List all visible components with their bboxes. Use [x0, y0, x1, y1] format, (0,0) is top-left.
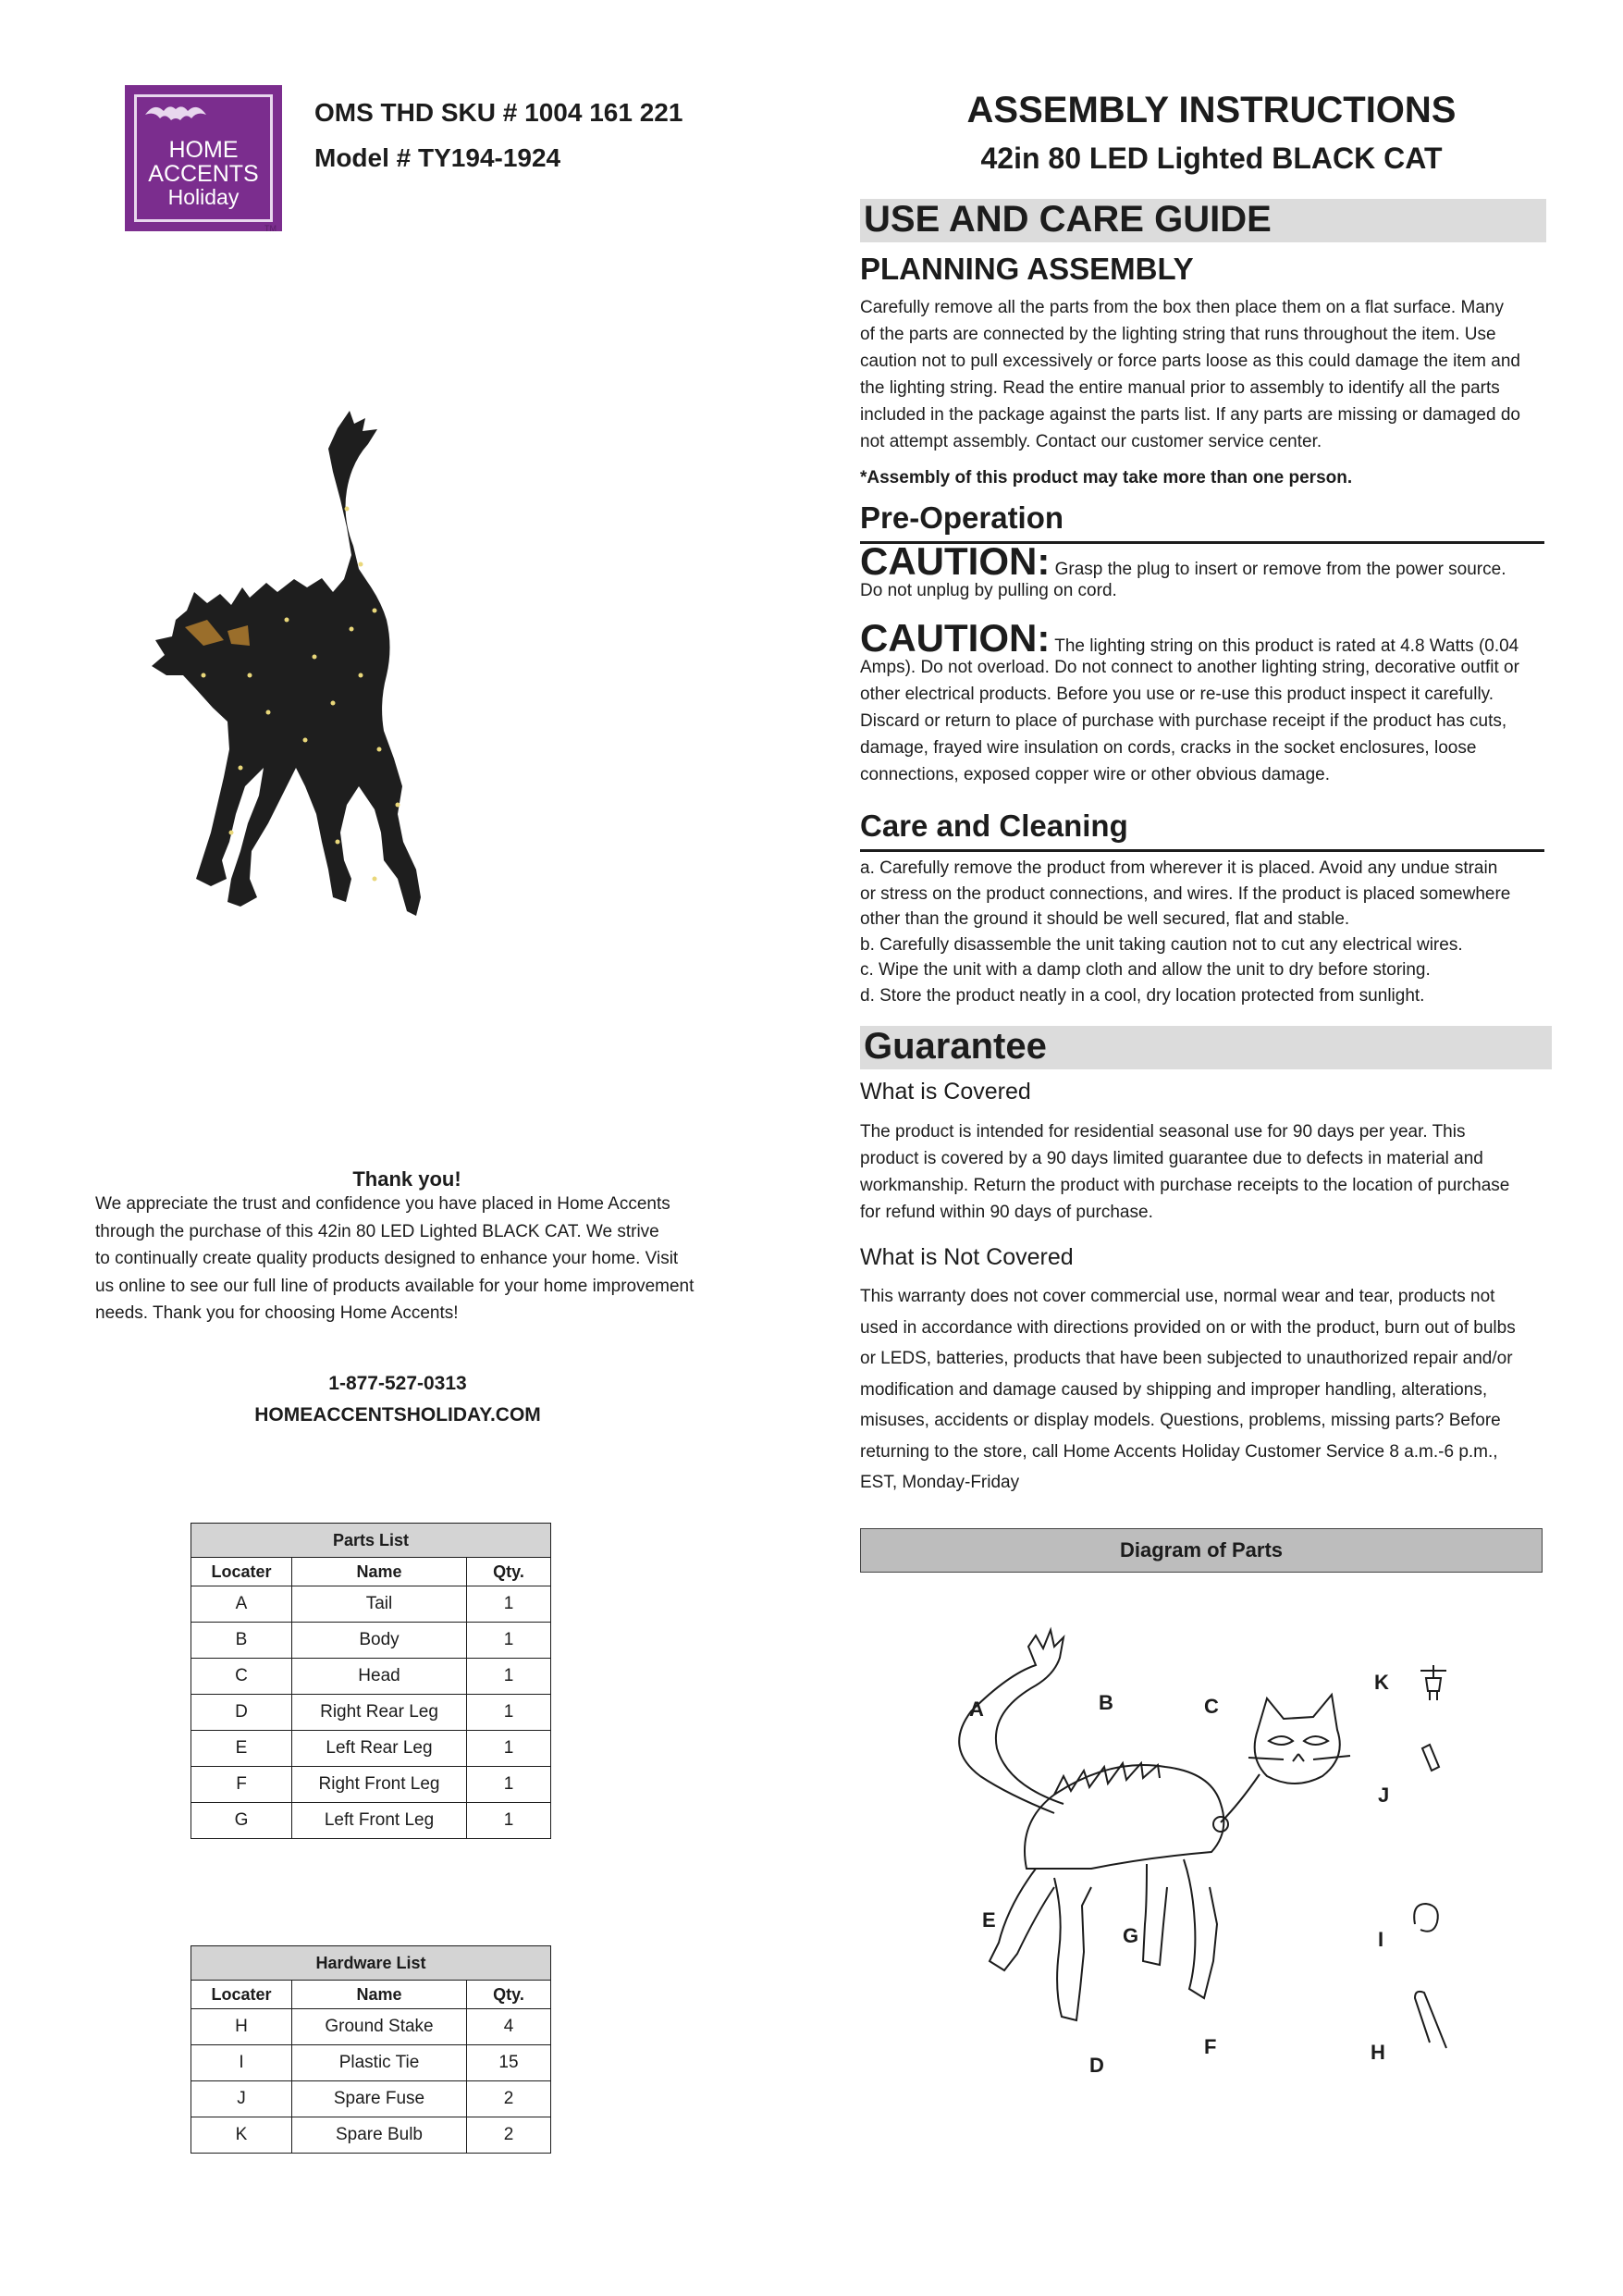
locater-cell: G [191, 1803, 292, 1839]
website-link: HOMEACCENTSHOLIDAY.COM [254, 1404, 541, 1426]
paragraph-line: Do not unplug by pulling on cord. [860, 581, 1117, 600]
diagram-label-i: I [1378, 1928, 1384, 1951]
paragraph-line: for refund within 90 days of purchase. [860, 1203, 1153, 1222]
diagram-label-f: F [1204, 2035, 1217, 2058]
paragraph-line: included in the package against the parts list. If any parts are missing or damaged do [860, 405, 1520, 425]
paragraph-line: not attempt assembly. Contact our customer service center. [860, 432, 1322, 451]
paragraph-line: product is covered by a 90 days limited guarantee due to defects in material and [860, 1149, 1483, 1168]
diagram-label-j: J [1378, 1784, 1390, 1807]
head-connector [1213, 1817, 1228, 1832]
paragraph-line: This warranty does not cover commercial use, normal wear and tear, products not [860, 1287, 1495, 1306]
paragraph-line: of the parts are connected by the lighting string that runs throughout the item. Use [860, 325, 1496, 344]
document-title: ASSEMBLY INSTRUCTIONS [966, 90, 1457, 130]
parts-diagram [916, 1610, 1507, 2128]
qty-cell: 1 [467, 1623, 551, 1659]
spare-bulb-icon [1420, 1665, 1446, 1700]
diagram-label-b: B [1099, 1691, 1113, 1714]
model-number: Model # TY194-1924 [314, 143, 561, 172]
guarantee-title: Guarantee [864, 1026, 1047, 1067]
qty-cell: 2 [467, 2081, 551, 2117]
caution-block-2 [860, 616, 1549, 788]
head-whiskers [1248, 1754, 1350, 1761]
paragraph-line: or LEDS, batteries, products that have been subjected to unauthorized repair and/or [860, 1349, 1513, 1368]
qty-cell: 2 [467, 2117, 551, 2154]
pre-operation-title: Pre-Operation [860, 500, 1064, 535]
caution-text: Grasp the plug to insert or remove from the power source. [1054, 560, 1506, 579]
table-row [191, 2045, 551, 2081]
left-front-leg-outline [1143, 1864, 1167, 1965]
caution-label: CAUTION: [860, 539, 1051, 583]
paragraph-line: used in accordance with directions provided on or with the product, burn out of bulbs [860, 1317, 1516, 1338]
paragraph-line: the lighting string. Read the entire manual prior to assembly to identify all the parts [860, 378, 1500, 398]
name-cell: Left Rear Leg [292, 1731, 467, 1767]
thank-you-line: to continually create quality products designed to enhance your home. Visit [95, 1249, 679, 1268]
logo-line-holiday: Holiday [167, 185, 240, 209]
column-header: Locater [191, 1981, 292, 2009]
parts-list-table [191, 1523, 551, 1839]
name-cell: Spare Bulb [292, 2117, 467, 2154]
connector-wire [1221, 1774, 1260, 1822]
body-outline [1025, 1765, 1223, 1869]
paragraph-line: other than the ground it should be well secured, flat and stable. [860, 909, 1350, 929]
brand-logo [125, 85, 282, 231]
paragraph-line: caution not to pull excessively or force parts loose as this could damage the item and [860, 352, 1520, 371]
qty-cell: 1 [467, 1695, 551, 1731]
not-covered-text [860, 1281, 1549, 1499]
use-care-band [860, 199, 1546, 242]
paragraph-line: or stress on the product connections, and wires. If the product is placed somewhere [860, 883, 1511, 904]
product-photo-black-cat [139, 398, 657, 953]
name-cell: Right Rear Leg [292, 1695, 467, 1731]
left-rear-leg-outline [990, 1869, 1054, 1970]
column-header: Name [292, 1981, 467, 2009]
locater-cell: D [191, 1695, 292, 1731]
thank-you-line: We appreciate the trust and confidence you have placed in Home Accents [95, 1194, 670, 1214]
diagram-label-d: D [1089, 2054, 1104, 2077]
table-row [191, 1586, 551, 1623]
column-header: Name [292, 1558, 467, 1586]
planning-assembly-text [860, 294, 1549, 455]
paragraph-line: The product is intended for residential seasonal use for 90 days per year. This [860, 1122, 1466, 1142]
locater-cell: F [191, 1767, 292, 1803]
body-fur-ridge [1054, 1763, 1160, 1795]
phone-number: 1-877-527-0313 [328, 1373, 467, 1394]
caution-block-1 [860, 539, 1549, 604]
qty-cell: 1 [467, 1659, 551, 1695]
name-cell: Right Front Leg [292, 1767, 467, 1803]
name-cell: Body [292, 1623, 467, 1659]
table-row [191, 1767, 551, 1803]
table-row [191, 1623, 551, 1659]
planning-assembly-title: PLANNING ASSEMBLY [860, 252, 1194, 286]
plastic-tie-icon [1414, 1904, 1438, 1932]
head-eyes [1269, 1736, 1328, 1745]
caution-label: CAUTION: [860, 616, 1051, 660]
paragraph-line: Amps). Do not overload. Do not connect to another lighting string, decorative outfit or [860, 658, 1519, 677]
bat-icon [143, 98, 208, 131]
paragraph-line: b. Carefully disassemble the unit taking caution not to cut any electrical wires. [860, 934, 1463, 955]
hardware-list-caption: Hardware List [191, 1946, 551, 1981]
locater-cell: J [191, 2081, 292, 2117]
table-row [191, 1803, 551, 1839]
hardware-list-table [191, 1945, 551, 2154]
paragraph-line: d. Store the product neatly in a cool, dry location protected from sunlight. [860, 985, 1425, 1006]
locater-cell: C [191, 1659, 292, 1695]
thank-you-message [95, 1191, 733, 1327]
name-cell: Left Front Leg [292, 1803, 467, 1839]
qty-cell: 1 [467, 1731, 551, 1767]
paragraph-line: EST, Monday-Friday [860, 1473, 1020, 1492]
paragraph-line: workmanship. Return the product with purchase receipts to the location of purchase [860, 1176, 1510, 1195]
column-header: Qty. [467, 1558, 551, 1586]
column-header: Locater [191, 1558, 292, 1586]
locater-cell: K [191, 2117, 292, 2154]
table-row [191, 1731, 551, 1767]
parts-list-caption: Parts List [191, 1524, 551, 1558]
locater-cell: B [191, 1623, 292, 1659]
care-cleaning-title: Care and Cleaning [860, 809, 1128, 843]
paragraph-line: c. Wipe the unit with a damp cloth and allow the unit to dry before storing. [860, 960, 1431, 980]
spare-fuse-icon [1422, 1745, 1439, 1771]
name-cell: Spare Fuse [292, 2081, 467, 2117]
qty-cell: 1 [467, 1767, 551, 1803]
thank-you-line: needs. Thank you for choosing Home Accents! [95, 1303, 459, 1323]
qty-cell: 4 [467, 2009, 551, 2045]
table-row [191, 1695, 551, 1731]
locater-cell: A [191, 1586, 292, 1623]
paragraph-line: connections, exposed copper wire or other obvious damage. [860, 765, 1331, 784]
qty-cell: 15 [467, 2045, 551, 2081]
table-row [191, 2081, 551, 2117]
trademark-mark: TM [264, 224, 277, 233]
diagram-label-h: H [1371, 2041, 1385, 2064]
name-cell: Tail [292, 1586, 467, 1623]
locater-cell: I [191, 2045, 292, 2081]
diagram-label-c: C [1204, 1695, 1219, 1718]
name-cell: Ground Stake [292, 2009, 467, 2045]
sku-number: OMS THD SKU # 1004 161 221 [314, 98, 683, 127]
table-row [191, 2009, 551, 2045]
assembly-note: *Assembly of this product may take more than one person. [860, 468, 1353, 488]
logo-line-home: HOME [168, 137, 239, 163]
name-cell: Head [292, 1659, 467, 1695]
section-divider [860, 849, 1544, 852]
right-rear-leg-outline [1054, 1878, 1091, 2020]
logo-line-accents: ACCENTS [148, 161, 259, 187]
paragraph-line: a. Carefully remove the product from wherever it is placed. Avoid any undue strain [860, 858, 1498, 878]
covered-text [860, 1118, 1549, 1226]
thank-you-line: through the purchase of this 42in 80 LED Lighted BLACK CAT. We strive [95, 1221, 659, 1241]
paragraph-line: Carefully remove all the parts from the box then place them on a flat surface. Many [860, 298, 1504, 317]
qty-cell: 1 [467, 1586, 551, 1623]
guarantee-band [860, 1026, 1552, 1069]
use-care-title: USE AND CARE GUIDE [864, 199, 1272, 240]
head-outline [1255, 1695, 1340, 1784]
paragraph-line: damage, frayed wire insulation on cords, cracks in the socket enclosures, loose [860, 738, 1477, 758]
qty-cell: 1 [467, 1803, 551, 1839]
paragraph-line: misuses, accidents or display models. Questions, problems, missing parts? Before [860, 1411, 1501, 1430]
diagram-label-g: G [1123, 1924, 1139, 1947]
not-covered-title: What is Not Covered [860, 1244, 1074, 1270]
diagram-label-a: A [969, 1697, 984, 1721]
diagram-label-e: E [982, 1908, 996, 1932]
table-row [191, 2117, 551, 2154]
caution-text: The lighting string on this product is rated at 4.8 Watts (0.04 [1054, 636, 1519, 656]
paragraph-line: other electrical products. Before you use or re-use this product inspect it carefully. [860, 685, 1494, 704]
paragraph-line: modification and damage caused by shipping and improper handling, alterations, [860, 1379, 1488, 1400]
name-cell: Plastic Tie [292, 2045, 467, 2081]
table-row [191, 1659, 551, 1695]
locater-cell: E [191, 1731, 292, 1767]
locater-cell: H [191, 2009, 292, 2045]
right-front-leg-outline [1184, 1859, 1217, 1998]
diagram-title-bar: Diagram of Parts [860, 1528, 1543, 1573]
tail-outline [959, 1630, 1064, 1813]
paragraph-line: Discard or return to place of purchase with purchase receipt if the product has cuts, [860, 711, 1507, 731]
paragraph-line: returning to the store, call Home Accents Holiday Customer Service 8 a.m.-6 p.m., [860, 1441, 1498, 1462]
diagram-label-k: K [1374, 1671, 1389, 1694]
covered-title: What is Covered [860, 1079, 1031, 1105]
thank-you-line: us online to see our full line of products available for your home improvement [95, 1276, 695, 1296]
column-header: Qty. [467, 1981, 551, 2009]
product-subtitle: 42in 80 LED Lighted BLACK CAT [980, 142, 1443, 175]
thank-you-title: Thank you! [352, 1167, 461, 1191]
care-cleaning-text [860, 856, 1549, 1008]
ground-stake-icon [1415, 1992, 1446, 2048]
